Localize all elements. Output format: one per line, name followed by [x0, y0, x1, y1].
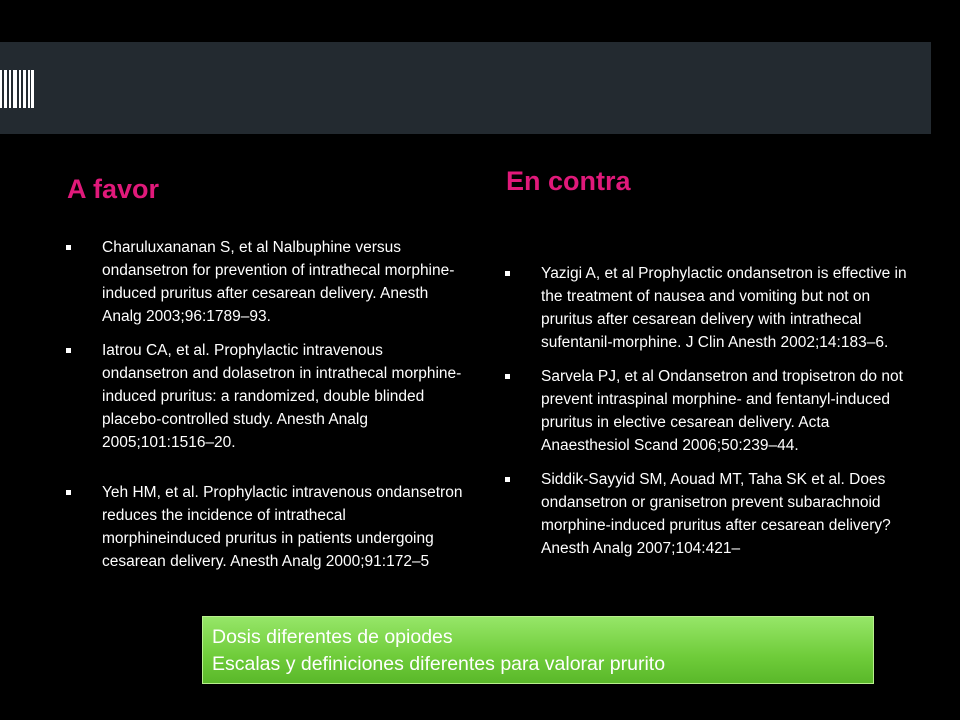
vertical-bars-icon	[0, 70, 34, 108]
square-bullet-icon	[505, 271, 510, 276]
reference-text: Yazigi A, et al Prophylactic ondansetron is effective in the treatment of nausea and vomiting but not on pruritus after cesarean delivery with intrathecal sufentanil-morphine. J Clin Anesth 2002;14:183–6.	[541, 265, 907, 351]
callout-line: Dosis diferentes de opiodes	[212, 626, 453, 648]
list-item	[66, 481, 466, 573]
favor-reference-list	[66, 236, 466, 584]
slide-title-bar	[0, 42, 931, 134]
callout-line: Escalas y definiciones diferentes para valorar prurito	[212, 653, 666, 675]
reference-text: Siddik-Sayyid SM, Aouad MT, Taha SK et al. Does ondansetron or granisetron prevent subarachnoid morphine-induced pruritus after cesarean delivery? Anesth Analg 2007;104:421–	[541, 471, 891, 557]
list-item	[505, 468, 915, 560]
contra-reference-list	[505, 262, 915, 571]
square-bullet-icon	[66, 348, 71, 353]
square-bullet-icon	[505, 477, 510, 482]
list-item	[66, 236, 466, 328]
reference-text: Charuluxananan S, et al Nalbuphine versus ondansetron for prevention of intrathecal morphine-induced pruritus after cesarean delivery. Anesth Analg 2003;96:1789–93.	[102, 239, 455, 325]
square-bullet-icon	[505, 374, 510, 379]
favor-heading: A favor	[67, 174, 160, 204]
reference-text: Sarvela PJ, et al Ondansetron and tropisetron do not prevent intraspinal morphine- and fentanyl-induced pruritus in elective cesarean delivery. Acta Anaesthesiol Scand 2006;50:239–44.	[541, 368, 903, 454]
contra-heading: En contra	[506, 166, 631, 196]
list-item	[66, 339, 466, 454]
square-bullet-icon	[66, 490, 71, 495]
list-item	[505, 365, 915, 457]
reference-text: Yeh HM, et al. Prophylactic intravenous ondansetron reduces the incidence of intrathecal morphineinduced pruritus in patients undergoing cesarean delivery. Anesth Analg 2000;91:172–5	[102, 484, 463, 570]
list-item	[505, 262, 915, 354]
reference-text: Iatrou CA, et al. Prophylactic intravenous ondansetron and dolasetron in intrathecal morphine-induced pruritus: a randomized, double blinded placebo-controlled study. Anesth Analg 2005;101:1516–20.	[102, 342, 462, 451]
callout-box	[202, 616, 874, 684]
square-bullet-icon	[66, 245, 71, 250]
